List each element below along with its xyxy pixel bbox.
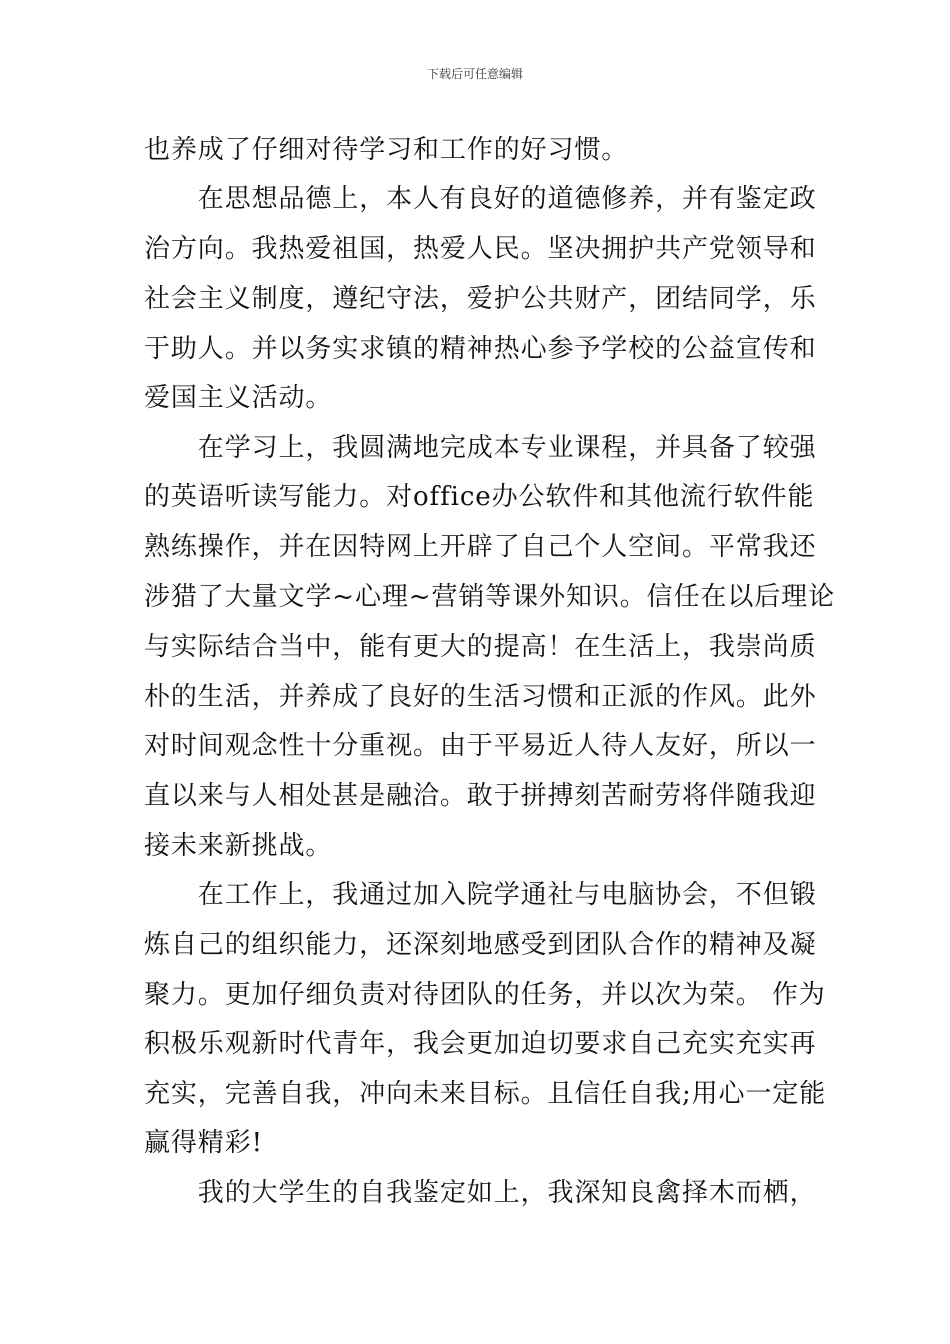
text-line: 对时间观念性十分重视。由于平易近人待人友好，所以一: [144, 731, 817, 761]
text-line: 赢得精彩!: [144, 1128, 263, 1158]
text-line: 在思想品德上，本人有良好的道德修养，并有鉴定政: [144, 184, 817, 214]
text-line: 爱国主义活动。: [144, 383, 333, 413]
text-line: 于助人。并以务实求镇的精神热心参予学校的公益宣传和: [144, 334, 817, 364]
text-line: 炼自己的组织能力，还深刻地感受到团队合作的精神及凝: [144, 930, 817, 960]
text-line: 在学习上，我圆满地完成本专业课程，并具备了较强: [144, 433, 817, 463]
text-line: 与实际结合当中，能有更大的提高！在生活上，我崇尚质: [144, 632, 817, 662]
text-line: 聚力。更加仔细负责对待团队的任务，并以次为荣。 作为: [144, 980, 826, 1010]
text-line: 也养成了仔细对待学习和工作的好习惯。: [144, 135, 629, 165]
text-line: 接未来新挑战。: [144, 831, 333, 861]
text-line: 社会主义制度，遵纪守法，爱护公共财产，团结同学，乐: [144, 284, 817, 314]
text-line: 在工作上，我通过加入院学通社与电脑协会，不但锻: [144, 880, 817, 910]
text-line: 的英语听读写能力。对office办公软件和其他流行软件能: [144, 482, 815, 512]
text-line: 充实，完善自我，冲向未来目标。且信任自我;用心一定能: [144, 1079, 827, 1109]
text-line: 直以来与人相处甚是融洽。敢于拼搏刻苦耐劳将伴随我迎: [144, 781, 817, 811]
text-line: 涉猎了大量文学~心理~营销等课外知识。信任在以后理论: [144, 582, 835, 612]
text-line: 我的大学生的自我鉴定如上，我深知良禽择木而栖，: [144, 1178, 817, 1208]
text-line: 朴的生活，并养成了良好的生活习惯和正派的作风。此外: [144, 682, 817, 712]
text-line: 治方向。我热爱祖国，热爱人民。坚决拥护共产党领导和: [144, 234, 817, 264]
text-line: 熟练操作，并在因特网上开辟了自己个人空间。平常我还: [144, 532, 817, 562]
page-header: 下载后可任意编辑: [426, 67, 523, 81]
text-line: 积极乐观新时代青年，我会更加迫切要求自己充实充实再: [144, 1029, 817, 1059]
